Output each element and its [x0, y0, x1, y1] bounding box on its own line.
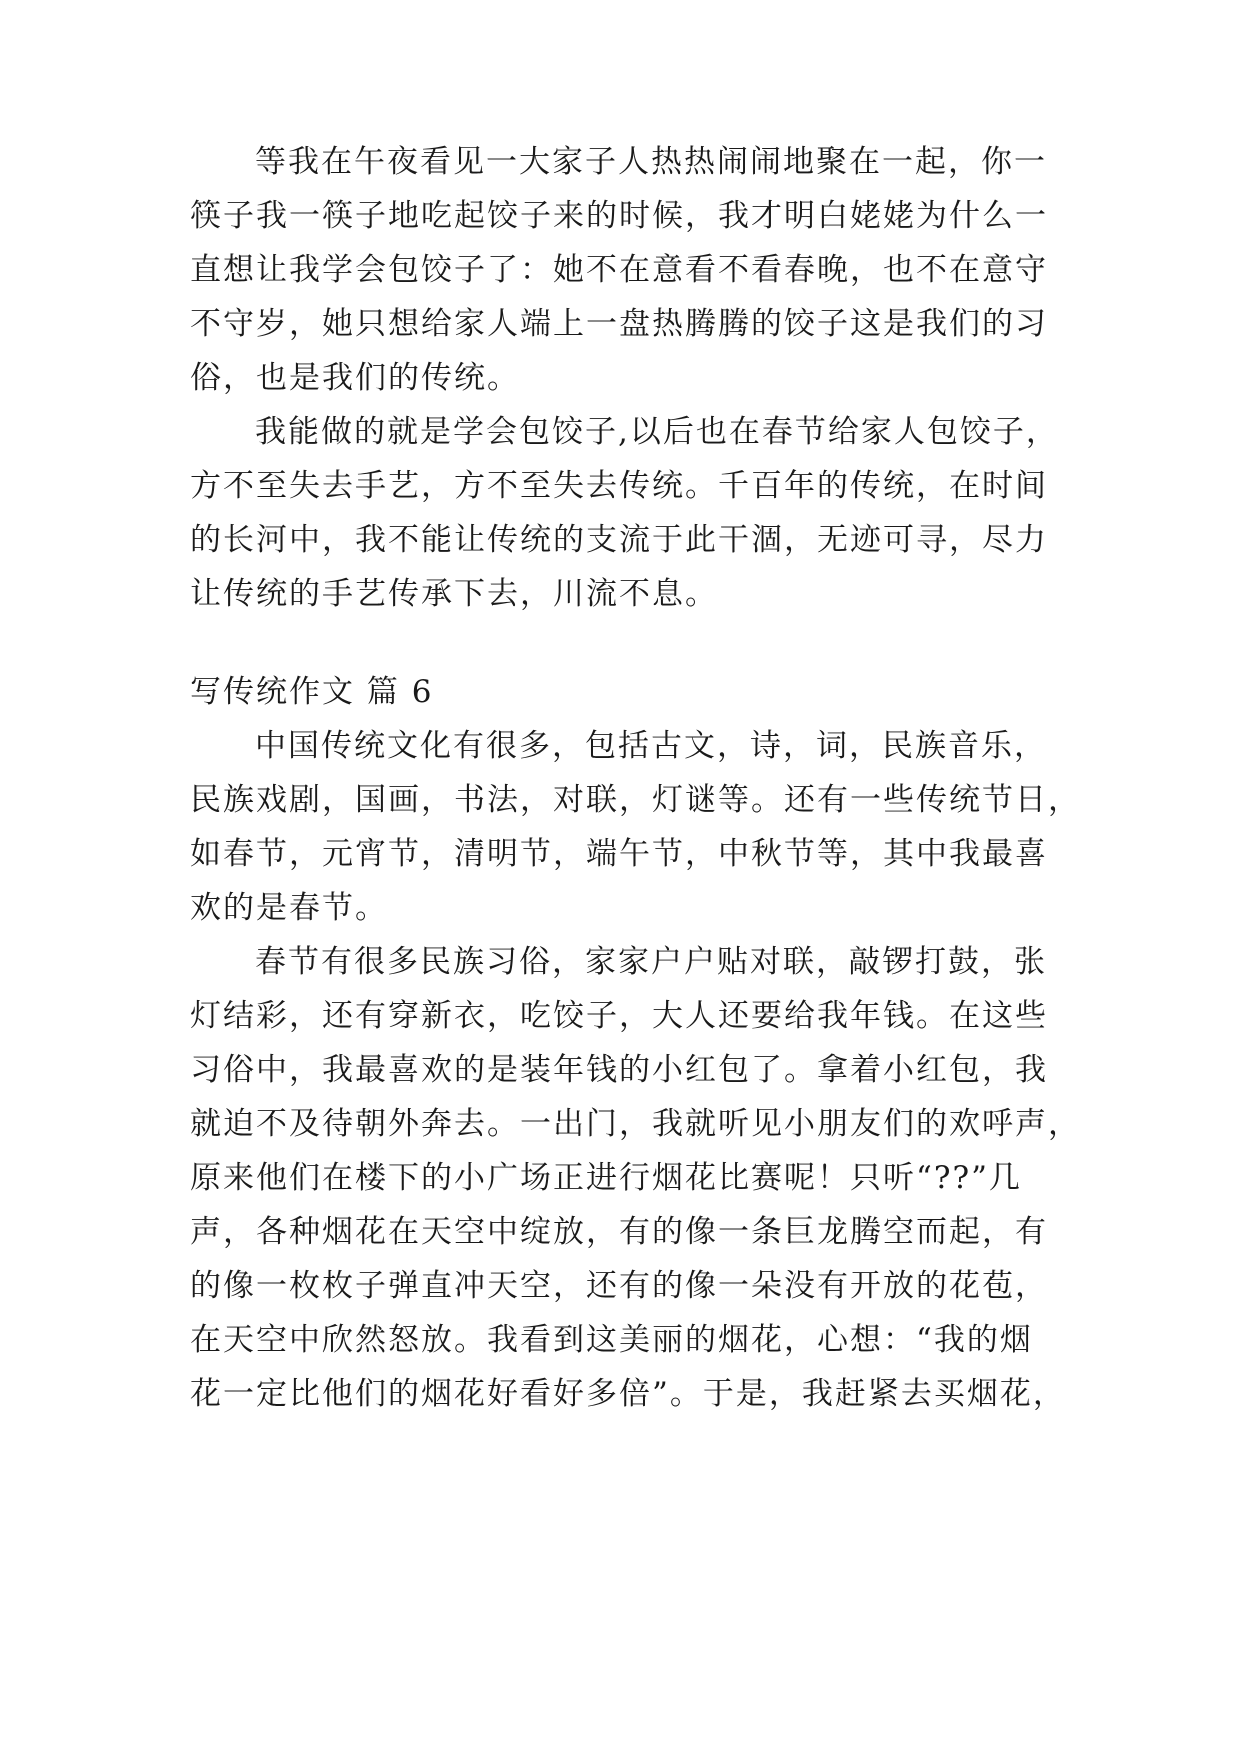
- section-paragraph-2-line-7: 的像一枚枚子弹直冲天空，还有的像一朵没有开放的花苞，: [190, 1268, 1048, 1304]
- paragraph-2-line-1: 我能做的就是学会包饺子,以后也在春节给家人包饺子，: [255, 414, 1059, 450]
- section-paragraph-1-line-2: 民族戏剧，国画，书法，对联，灯谜等。还有一些传统节日，: [190, 782, 1081, 818]
- paragraph-1-line-3: 直想让我学会包饺子了：她不在意看不看春晚，也不在意守: [190, 252, 1048, 288]
- section-paragraph-1-line-4: 欢的是春节。: [190, 890, 388, 926]
- section-paragraph-2-line-4: 就迫不及待朝外奔去。一出门，我就听见小朋友们的欢呼声，: [190, 1106, 1081, 1142]
- section-paragraph-1-line-3: 如春节，元宵节，清明节，端午节，中秋节等，其中我最喜: [190, 836, 1048, 872]
- section-paragraph-2-line-9: 花一定比他们的烟花好看好多倍”。于是，我赶紧去买烟花，: [190, 1376, 1066, 1412]
- paragraph-2-line-4: 让传统的手艺传承下去，川流不息。: [190, 576, 718, 612]
- paragraph-1-line-2: 筷子我一筷子地吃起饺子来的时候，我才明白姥姥为什么一: [190, 198, 1048, 234]
- paragraph-2-line-2: 方不至失去手艺，方不至失去传统。千百年的传统，在时间: [190, 468, 1048, 504]
- paragraph-1-line-4: 不守岁，她只想给家人端上一盘热腾腾的饺子这是我们的习: [190, 306, 1048, 342]
- section-paragraph-2-line-6: 声，各种烟花在天空中绽放，有的像一条巨龙腾空而起，有: [190, 1214, 1048, 1250]
- section-paragraph-1-line-1: 中国传统文化有很多，包括古文，诗，词，民族音乐，: [255, 728, 1047, 764]
- section-paragraph-2-line-8: 在天空中欣然怒放。我看到这美丽的烟花，心想：“我的烟: [190, 1322, 1033, 1358]
- section-heading: 写传统作文 篇 6: [190, 674, 434, 710]
- section-paragraph-2-line-2: 灯结彩，还有穿新衣，吃饺子，大人还要给我年钱。在这些: [190, 998, 1048, 1034]
- paragraph-1-line-1: 等我在午夜看见一大家子人热热闹闹地聚在一起，你一: [255, 144, 1047, 180]
- section-paragraph-2-line-3: 习俗中，我最喜欢的是装年钱的小红包了。拿着小红包，我: [190, 1052, 1048, 1088]
- section-paragraph-2-line-5: 原来他们在楼下的小广场正进行烟花比赛呢！只听“??”几: [190, 1160, 1022, 1196]
- paragraph-2-line-3: 的长河中，我不能让传统的支流于此干涸，无迹可寻，尽力: [190, 522, 1048, 558]
- paragraph-1-line-5: 俗，也是我们的传统。: [190, 360, 520, 396]
- section-paragraph-2-line-1: 春节有很多民族习俗，家家户户贴对联，敲锣打鼓，张: [255, 944, 1047, 980]
